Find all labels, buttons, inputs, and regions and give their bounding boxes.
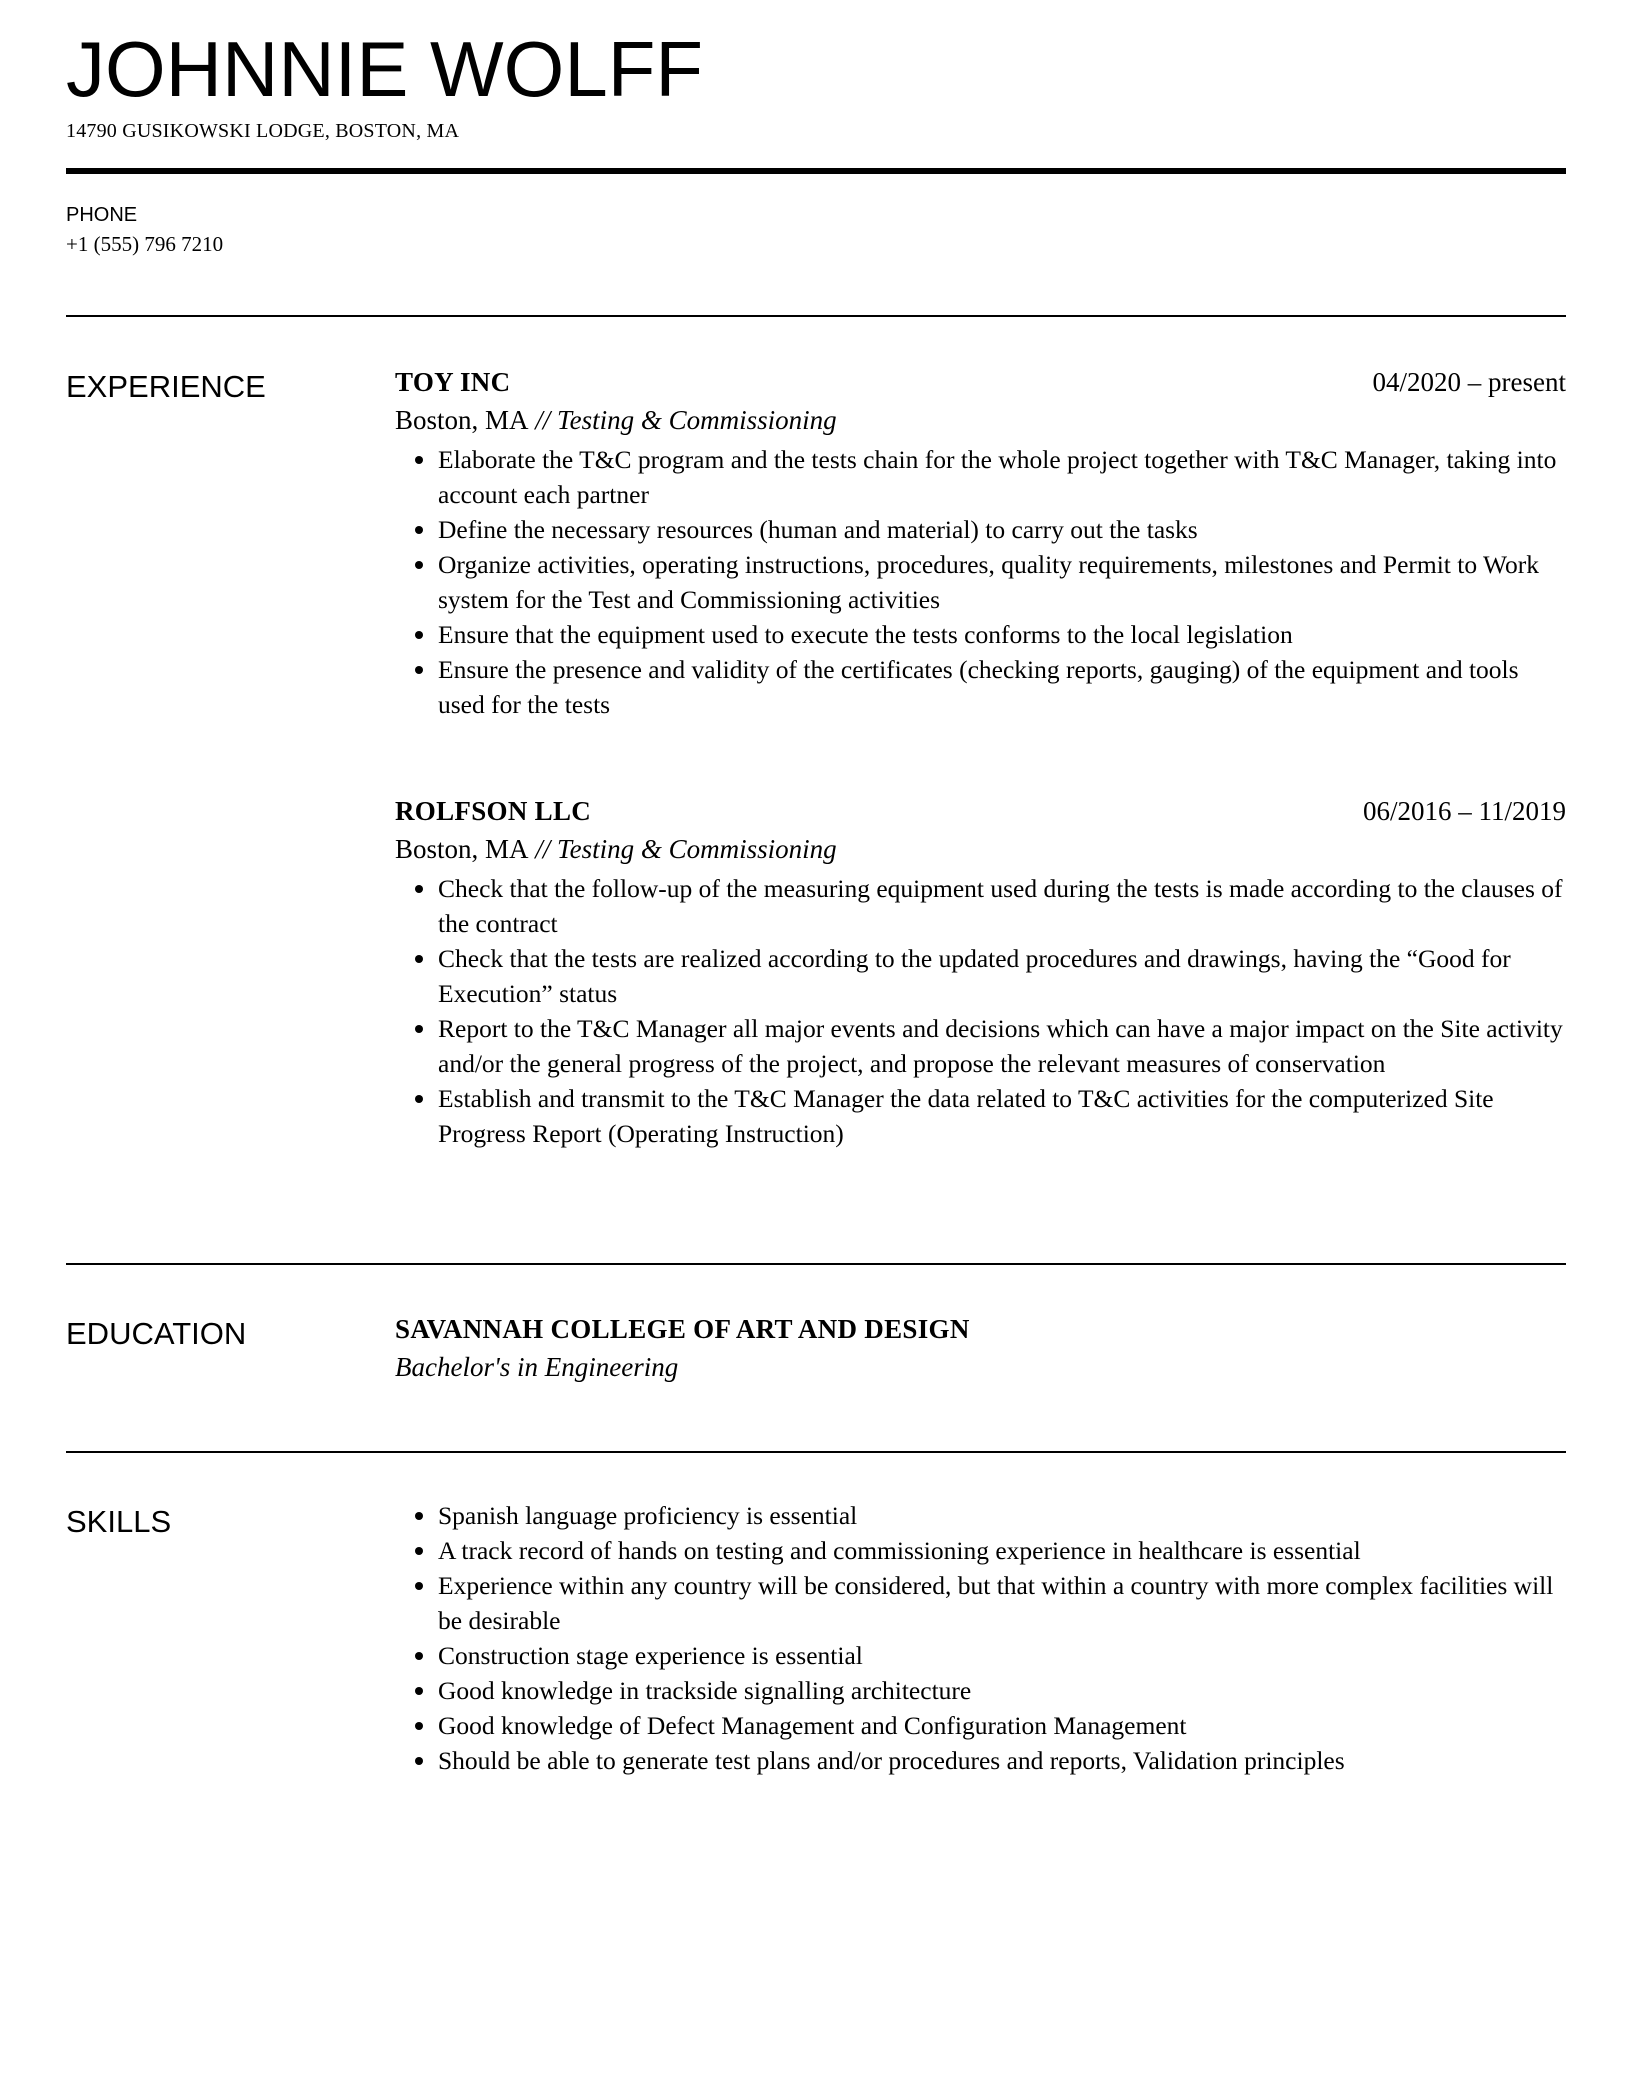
list-item: Good knowledge in trackside signalling architecture (438, 1673, 1566, 1708)
list-item: Ensure the presence and validity of the certificates (checking reports, gauging) of the equipment and tools used for the tests (438, 652, 1566, 722)
job-subtitle (395, 400, 1566, 440)
list-item: Should be able to generate test plans and/or procedures and reports, Validation principles (438, 1743, 1566, 1778)
candidate-address: 14790 GUSIKOWSKI LODGE, BOSTON, MA (66, 120, 460, 142)
degree: Bachelor's in Engineering (395, 1352, 679, 1382)
experience-entry (395, 364, 1566, 722)
list-item: Ensure that the equipment used to execute the tests conforms to the local legislation (438, 617, 1566, 652)
job-separator: // (528, 834, 558, 864)
phone-value: +1 (555) 796 7210 (66, 232, 224, 256)
section-divider (66, 1263, 1566, 1265)
experience-section-title: EXPERIENCE (66, 369, 266, 404)
list-item: Report to the T&C Manager all major events and decisions which can have a major impact on the Site activity and/or the general progress of the project, and propose the relevant measures of conservation (438, 1011, 1566, 1081)
job-header (395, 364, 1566, 400)
job-subtitle (395, 829, 1566, 869)
job-bullets (395, 871, 1566, 1151)
section-divider (66, 1451, 1566, 1453)
list-item: Check that the tests are realized according to the updated procedures and drawings, having the “Good for Execution” status (438, 941, 1566, 1011)
header-divider (66, 168, 1566, 174)
list-item: Spanish language proficiency is essential (438, 1498, 1566, 1533)
job-bullets (395, 442, 1566, 722)
skills-entry (395, 1498, 1566, 1778)
experience-entry (395, 793, 1566, 1151)
company-name: TOY INC (395, 367, 511, 397)
skills-list (395, 1498, 1566, 1778)
list-item: Define the necessary resources (human and material) to carry out the tasks (438, 512, 1566, 547)
job-dates: 06/2016 – 11/2019 (1362, 796, 1566, 826)
skills-section-title: SKILLS (66, 1504, 172, 1539)
list-item: Good knowledge of Defect Management and Configuration Management (438, 1708, 1566, 1743)
job-location: Boston, MA (395, 834, 529, 864)
section-divider (66, 315, 1566, 317)
job-dates: 04/2020 – present (1372, 367, 1566, 397)
job-header (395, 793, 1566, 829)
candidate-name: JOHNNIE WOLFF (66, 25, 703, 113)
job-separator: // (528, 405, 558, 435)
school-name: SAVANNAH COLLEGE OF ART AND DESIGN (395, 1314, 970, 1344)
education-entry (395, 1311, 1566, 1387)
job-role: Testing & Commissioning (557, 834, 837, 864)
education-header (395, 1311, 1566, 1347)
company-name: ROLFSON LLC (395, 796, 592, 826)
list-item: Experience within any country will be considered, but that within a country with more complex facilities will be desirable (438, 1568, 1566, 1638)
list-item: Construction stage experience is essential (438, 1638, 1566, 1673)
list-item: Check that the follow-up of the measuring equipment used during the tests is made according to the clauses of the contract (438, 871, 1566, 941)
phone-label: PHONE (66, 204, 138, 226)
education-section-title: EDUCATION (66, 1316, 247, 1351)
list-item: Organize activities, operating instructions, procedures, quality requirements, milestones and Permit to Work system for the Test and Commissioning activities (438, 547, 1566, 617)
job-location: Boston, MA (395, 405, 529, 435)
job-role: Testing & Commissioning (557, 405, 837, 435)
list-item: A track record of hands on testing and commissioning experience in healthcare is essential (438, 1533, 1566, 1568)
list-item: Elaborate the T&C program and the tests chain for the whole project together with T&C Manager, taking into account each partner (438, 442, 1566, 512)
list-item: Establish and transmit to the T&C Manager the data related to T&C activities for the computerized Site Progress Report (Operating Instruction) (438, 1081, 1566, 1151)
